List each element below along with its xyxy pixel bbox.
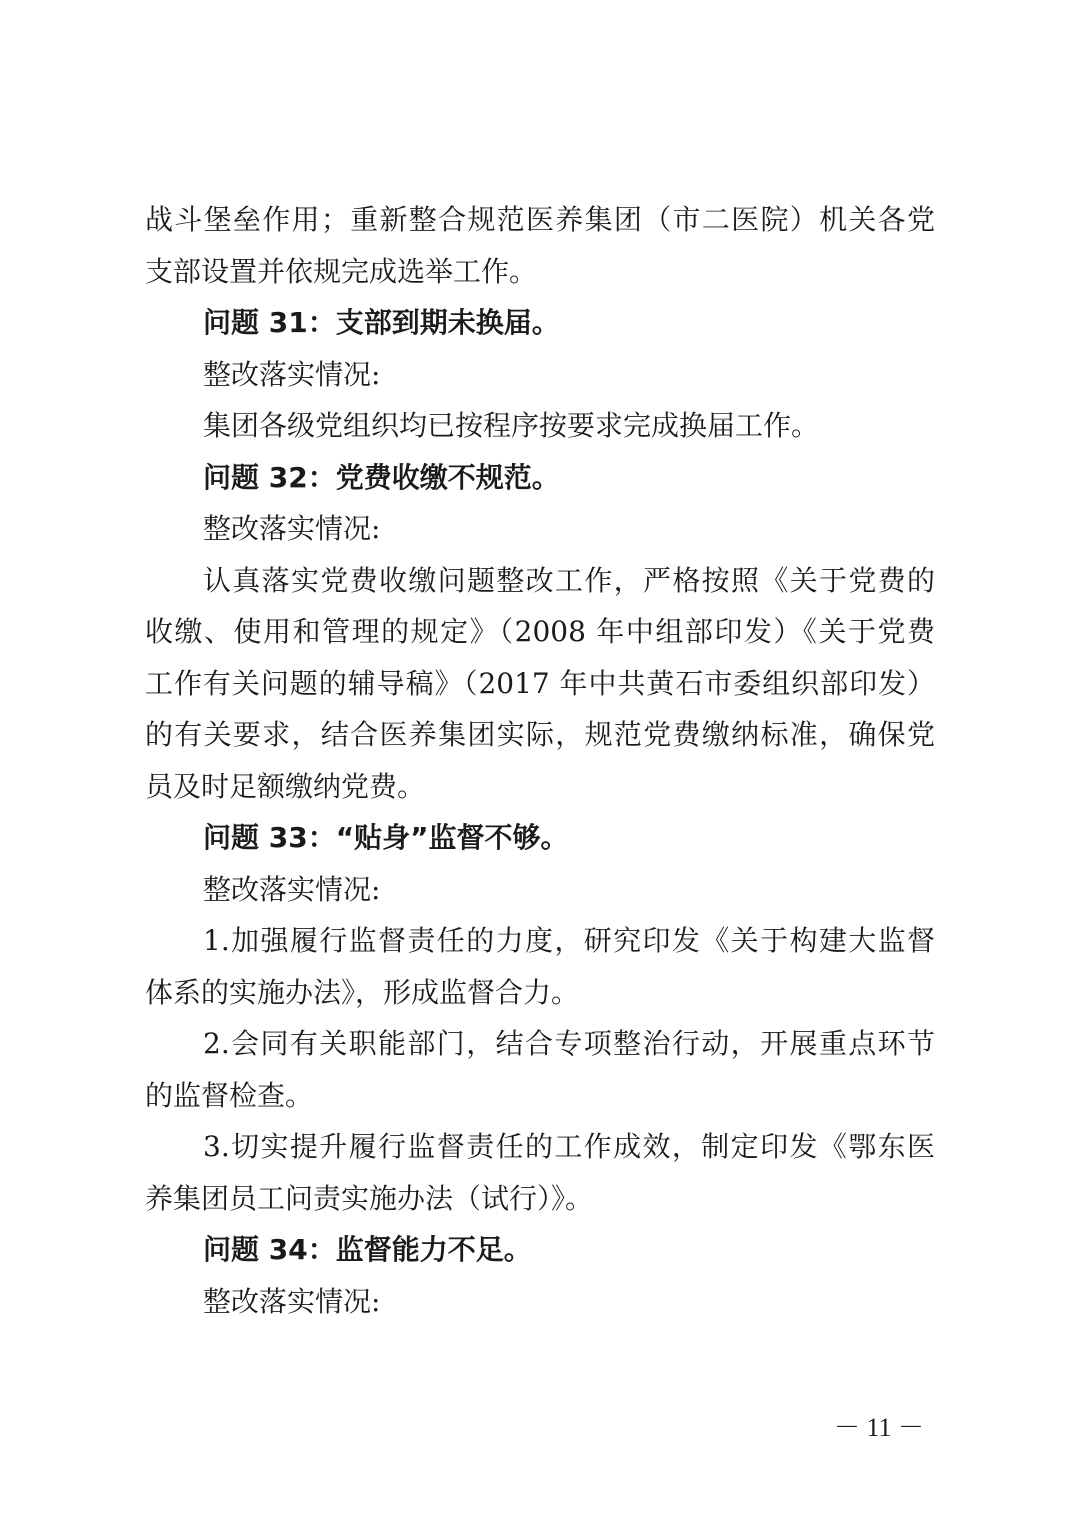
body-line: 战斗堡垒作用；重新整合规范医养集团（市二医院）机关各党 <box>145 203 935 236</box>
body-line: 认真落实党费收缴问题整改工作，严格按照《关于党费的 <box>203 563 935 597</box>
list-item-line: 1.加强履行监督责任的力度，研究印发《关于构建大监督 <box>203 924 935 957</box>
list-item-line: 的监督检查。 <box>145 1078 314 1112</box>
section-subheading: 整改落实情况: <box>203 1284 381 1318</box>
section-heading: 问题 33：“贴身”监督不够。 <box>203 821 569 854</box>
section-subheading: 整改落实情况: <box>203 512 381 545</box>
section-heading: 问题 32：党费收缴不规范。 <box>203 460 560 494</box>
list-item-line: 养集团员工问责实施办法（试行）》。 <box>145 1181 594 1215</box>
body-line: 集团各级党组织均已按程序按要求完成换届工作。 <box>203 409 820 442</box>
list-item-line: 体系的实施办法》，形成监督合力。 <box>145 975 580 1009</box>
document-body <box>145 194 935 1327</box>
body-line: 收缴、使用和管理的规定》（2008 年中组部印发）《关于党费 <box>145 615 935 648</box>
page-number: － 11 － <box>833 1413 924 1442</box>
list-item-line: 3.切实提升履行监督责任的工作成效，制定印发《鄂东医 <box>203 1130 935 1163</box>
body-line: 员及时足额缴纳党费。 <box>145 769 426 803</box>
section-subheading: 整改落实情况: <box>203 872 381 906</box>
section-heading: 问题 34：监督能力不足。 <box>203 1233 532 1266</box>
body-line: 的有关要求，结合医养集团实际，规范党费缴纳标准，确保党 <box>145 718 935 751</box>
section-heading: 问题 31：支部到期未换届。 <box>203 306 560 339</box>
list-item-line: 2.会同有关职能部门，结合专项整治行动，开展重点环节 <box>203 1027 935 1060</box>
body-line: 支部设置并依规完成选举工作。 <box>145 254 538 288</box>
section-subheading: 整改落实情况: <box>203 357 381 391</box>
body-line: 工作有关问题的辅导稿》（2017 年中共黄石市委组织部印发） <box>145 666 935 700</box>
